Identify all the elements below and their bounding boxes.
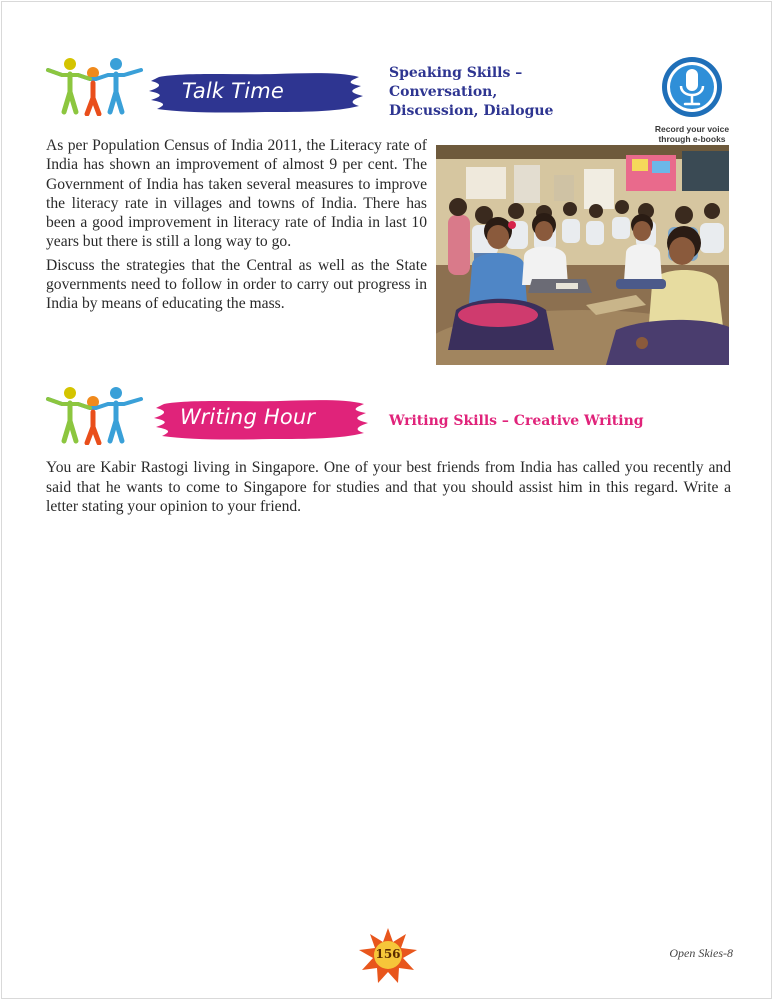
people-group-icon — [44, 385, 144, 445]
record-caption-line-2: through e-books — [658, 134, 726, 144]
talk-time-banner — [145, 72, 367, 114]
record-voice-caption — [648, 124, 736, 144]
literacy-passage — [46, 136, 427, 318]
book-title: Open Skies-8 — [669, 946, 733, 960]
writing-prompt: You are Kabir Rastogi living in Singapore. One of your best friends from India has called you recently and said that he wants to come to Singapore for studies and that you should assist him in this regard. Write a letter stating your opinion to your friend. — [46, 459, 731, 516]
writing-skills-heading: Writing Skills – Creative Writing — [389, 413, 644, 429]
classroom-photo — [436, 145, 729, 365]
record-caption-line-1: Record your voice — [654, 124, 730, 134]
talk-time-label: Talk Time — [182, 79, 285, 103]
writing-hour-label: Writing Hour — [180, 405, 316, 429]
speaking-skills-line-2: Conversation, — [389, 84, 498, 100]
record-voice-block[interactable] — [648, 56, 736, 144]
microphone-icon[interactable] — [661, 56, 723, 118]
passage-paragraph-2: Discuss the strategies that the Central as well as the State governments need to follow in order to carry out progress in India by means of educating the mass. — [46, 256, 427, 313]
speaking-skills-line-3: Discussion, Dialogue — [389, 103, 554, 119]
writing-hour-banner — [150, 399, 372, 441]
speaking-skills-line-1: Speaking Skills – — [389, 65, 523, 81]
page-number: 156 — [375, 947, 401, 961]
passage-paragraph-1: As per Population Census of India 2011, the Literacy rate of India has shown an improvement of almost 9 per cent. The Government of India has taken several measures to improve the literacy rate in villages and towns of India. There has been a good improvement in literacy rate of India in last 10 years but there is still a long way to go. — [46, 137, 427, 251]
page-number-badge — [358, 928, 418, 984]
speaking-skills-heading — [389, 64, 553, 121]
people-group-icon — [44, 56, 144, 116]
